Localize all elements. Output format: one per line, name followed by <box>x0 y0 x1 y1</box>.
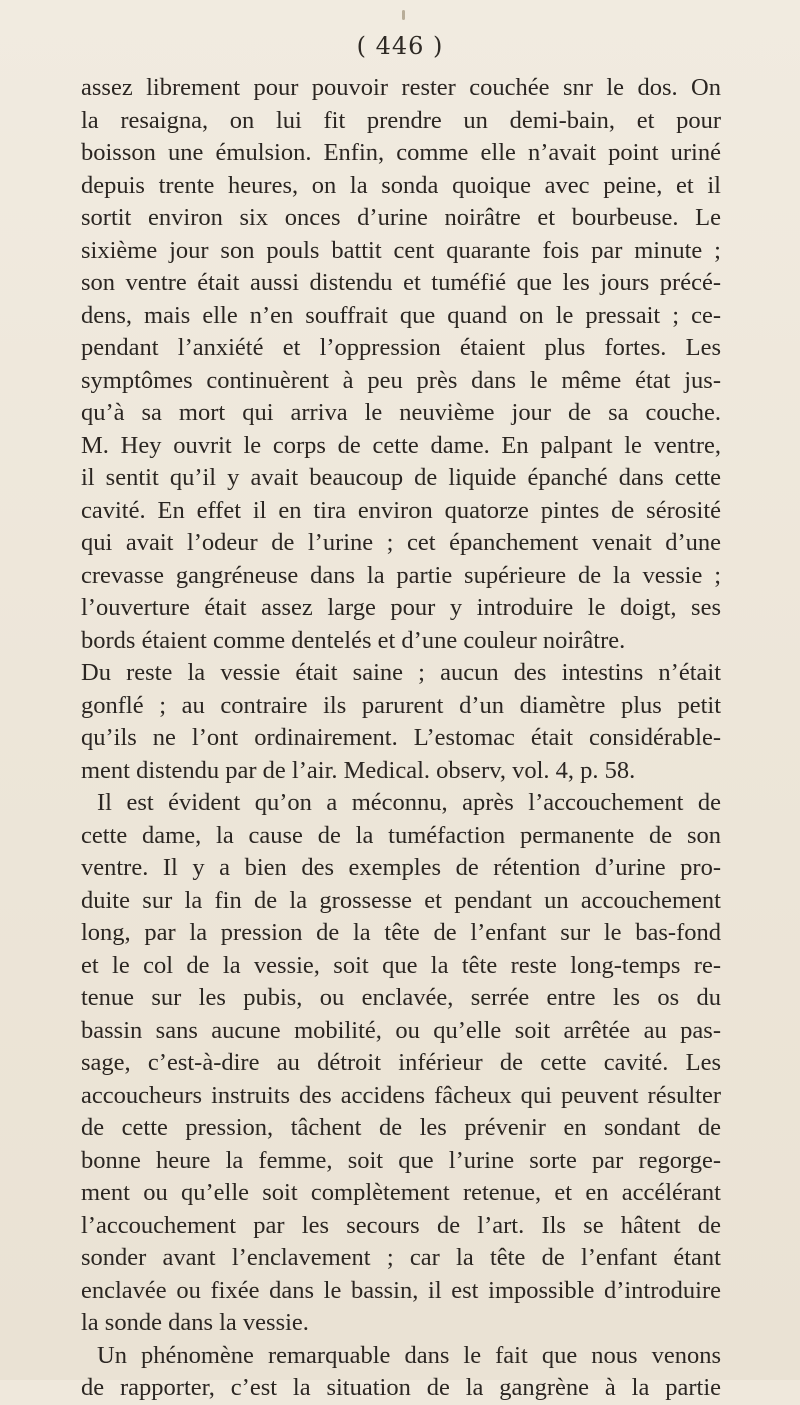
page-number: ( 446 ) <box>356 32 444 60</box>
text-line-24: cette dame, la cause de la tuméfaction permanente de son <box>81 821 721 849</box>
text-line-28: et le col de la vessie, soit que la tête reste long-temps re- <box>81 951 721 979</box>
text-line-3: boisson une émulsion. Enfin, comme elle n’avait point uriné <box>81 139 721 166</box>
text-line-21: qu’ils ne l’ont ordinairement. L’estomac était considérable- <box>81 724 721 751</box>
text-line-5: sortit environ six onces d’urine noirâtre et bourbeuse. Le <box>81 204 721 231</box>
text-line-30: bassin sans aucune mobilité, ou qu’elle soit arrêtée au pas- <box>81 1016 721 1044</box>
text-line-40: Un phénomène remarquable dans le fait que nous venons <box>97 1341 721 1369</box>
text-line-22: ment distendu par de l’air. Medical. observ, vol. 4, p. 58. <box>81 756 636 784</box>
text-line-15: qui avait l’odeur de l’urine ; cet épanchement venait d’une <box>81 529 721 556</box>
text-line-25: ventre. Il y a bien des exemples de rétention d’urine pro- <box>81 854 721 881</box>
text-line-23: Il est évident qu’on a méconnu, après l’accouchement de <box>97 789 721 816</box>
text-line-41: de rapporter, c’est la situation de la gangrène à la partie <box>81 1374 721 1401</box>
text-line-14: cavité. En effet il en tira environ quatorze pintes de sérosité <box>81 496 721 524</box>
text-line-1: assez librement pour pouvoir rester couchée snr le dos. On <box>81 74 721 101</box>
text-line-13: il sentit qu’il y avait beaucoup de liquide épanché dans cette <box>81 464 721 491</box>
text-line-36: l’accouchement par les secours de l’art. Ils se hâtent de <box>81 1211 721 1239</box>
text-line-7: son ventre était aussi distendu et tuméfié que les jours précé- <box>81 269 721 296</box>
text-line-17: l’ouverture était assez large pour y introduire le doigt, ses <box>81 594 721 621</box>
text-line-20: gonflé ; au contraire ils parurent d’un diamètre plus petit <box>81 691 721 719</box>
body-text <box>81 72 721 1405</box>
text-line-4: depuis trente heures, on la sonda quoique avec peine, et il <box>81 171 721 199</box>
text-line-6: sixième jour son pouls battit cent quarante fois par minute ; <box>81 236 721 264</box>
text-line-26: duite sur la fin de la grossesse et pendant un accouchement <box>81 886 721 914</box>
text-line-35: ment ou qu’elle soit complètement retenue, et en accélérant <box>81 1179 721 1206</box>
text-line-16: crevasse gangréneuse dans la partie supérieure de la vessie ; <box>81 561 721 589</box>
text-line-38: enclavée ou fixée dans le bassin, il est impossible d’introduire <box>81 1276 721 1304</box>
text-line-11: qu’à sa mort qui arriva le neuvième jour de sa couche. <box>81 399 721 426</box>
text-line-10: symptômes continuèrent à peu près dans le même état jus- <box>81 366 721 394</box>
text-line-9: pendant l’anxiété et l’oppression étaient plus fortes. Les <box>81 334 721 361</box>
text-line-34: bonne heure la femme, soit que l’urine sorte par regorge- <box>81 1146 721 1174</box>
text-line-27: long, par la pression de la tête de l’enfant sur le bas-fond <box>81 919 721 946</box>
text-line-37: sonder avant l’enclavement ; car la tête de l’enfant étant <box>81 1244 721 1271</box>
text-line-8: dens, mais elle n’en souffrait que quand on le pressait ; ce- <box>81 301 721 329</box>
text-line-2: la resaigna, on lui fit prendre un demi-bain, et pour <box>81 106 721 134</box>
text-line-12: M. Hey ouvrit le corps de cette dame. En palpant le ventre, <box>81 431 721 459</box>
text-line-33: de cette pression, tâchent de les prévenir en sondant de <box>81 1114 721 1141</box>
paper-stain <box>402 10 405 20</box>
text-line-32: accoucheurs instruits des accidens fâcheux qui peuvent résulter <box>81 1081 721 1109</box>
text-line-18: bords étaient comme dentelés et d’une couleur noirâtre. <box>81 626 626 654</box>
text-line-31: sage, c’est-à-dire au détroit inférieur de cette cavité. Les <box>81 1049 721 1076</box>
text-line-39: la sonde dans la vessie. <box>81 1309 309 1336</box>
text-line-19: Du reste la vessie était saine ; aucun des intestins n’était <box>81 659 721 686</box>
text-line-29: tenue sur les pubis, ou enclavée, serrée entre les os du <box>81 984 721 1011</box>
